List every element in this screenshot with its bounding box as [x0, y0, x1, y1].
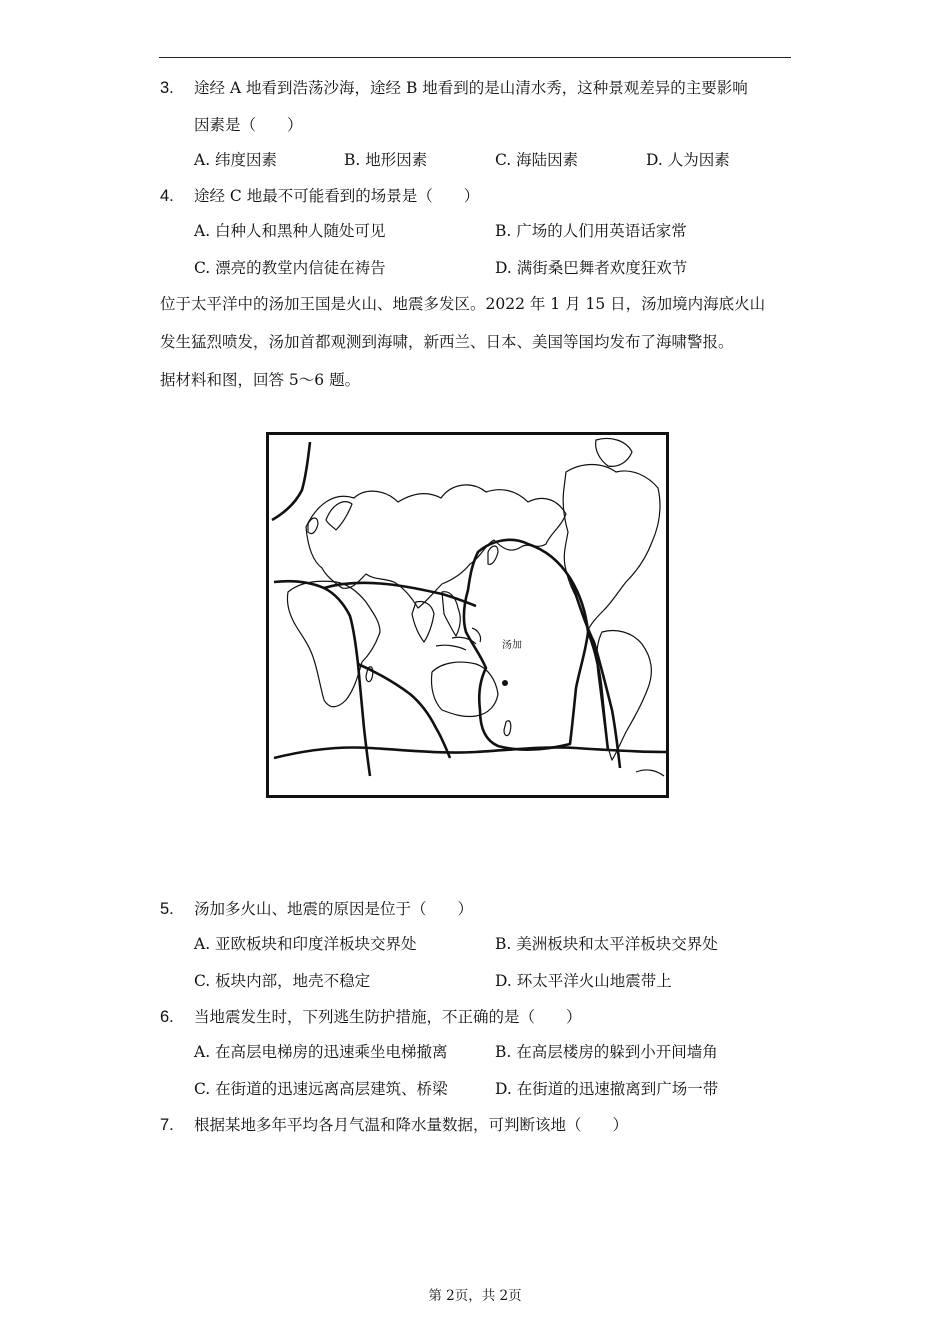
option-d: D. 满街桑巴舞者欢度狂欢节	[495, 259, 688, 277]
option-a: A. 亚欧板块和印度洋板块交界处	[194, 935, 417, 953]
material-line: 据材料和图，回答 5～6 题。	[160, 371, 361, 389]
option-a: A. 纬度因素	[194, 151, 278, 169]
question-number: 7.	[160, 1116, 174, 1134]
question-number: 6.	[160, 1008, 174, 1026]
option-c: C. 板块内部，地壳不稳定	[194, 972, 371, 990]
option-c: C. 海陆因素	[495, 151, 579, 169]
question-number: 5.	[160, 900, 174, 918]
page-footer: 第 2页，共 2页	[428, 1288, 522, 1304]
question-number: 4.	[160, 187, 174, 205]
question-stem: 当地震发生时，下列逃生防护措施，不正确的是（ ）	[194, 1008, 582, 1026]
option-a: A. 白种人和黑种人随处可见	[194, 222, 386, 240]
question-number: 3.	[160, 79, 174, 97]
option-c: C. 漂亮的教堂内信徒在祷告	[194, 259, 386, 277]
option-d: D. 人为因素	[646, 151, 730, 169]
option-d: D. 环太平洋火山地震带上	[495, 972, 672, 990]
option-c: C. 在街道的迅速远离高层建筑、桥梁	[194, 1080, 448, 1098]
option-a: A. 在高层电梯房的迅速乘坐电梯撤离	[194, 1043, 448, 1061]
question-stem: 根据某地多年平均各月气温和降水量数据，可判断该地（ ）	[194, 1116, 629, 1134]
question-stem-continued: 因素是（ ）	[194, 116, 303, 134]
material-line: 位于太平洋中的汤加王国是火山、地震多发区。2022 年 1 月 15 日，汤加境内海底火山	[160, 295, 766, 313]
question-stem: 途经 C 地最不可能看到的场景是（ ）	[194, 187, 480, 205]
question-stem: 汤加多火山、地震的原因是位于（ ）	[194, 900, 474, 918]
option-b: B. 在高层楼房的躲到小开间墙角	[495, 1043, 718, 1061]
tonga-marker	[502, 680, 508, 686]
material-line: 发生猛烈喷发，汤加首都观测到海啸，新西兰、日本、美国等国均发布了海啸警报。	[160, 333, 734, 351]
plate-boundary-map	[266, 432, 670, 798]
option-d: D. 在街道的迅速撤离到广场一带	[495, 1080, 719, 1098]
header-rule	[159, 57, 791, 58]
tonga-label: 汤加	[502, 640, 522, 651]
option-b: B. 广场的人们用英语话家常	[495, 222, 687, 240]
option-b: B. 地形因素	[344, 151, 428, 169]
option-b: B. 美洲板块和太平洋板块交界处	[495, 935, 718, 953]
question-stem: 途经 A 地看到浩荡沙海，途经 B 地看到的是山清水秀，这种景观差异的主要影响	[194, 79, 748, 97]
